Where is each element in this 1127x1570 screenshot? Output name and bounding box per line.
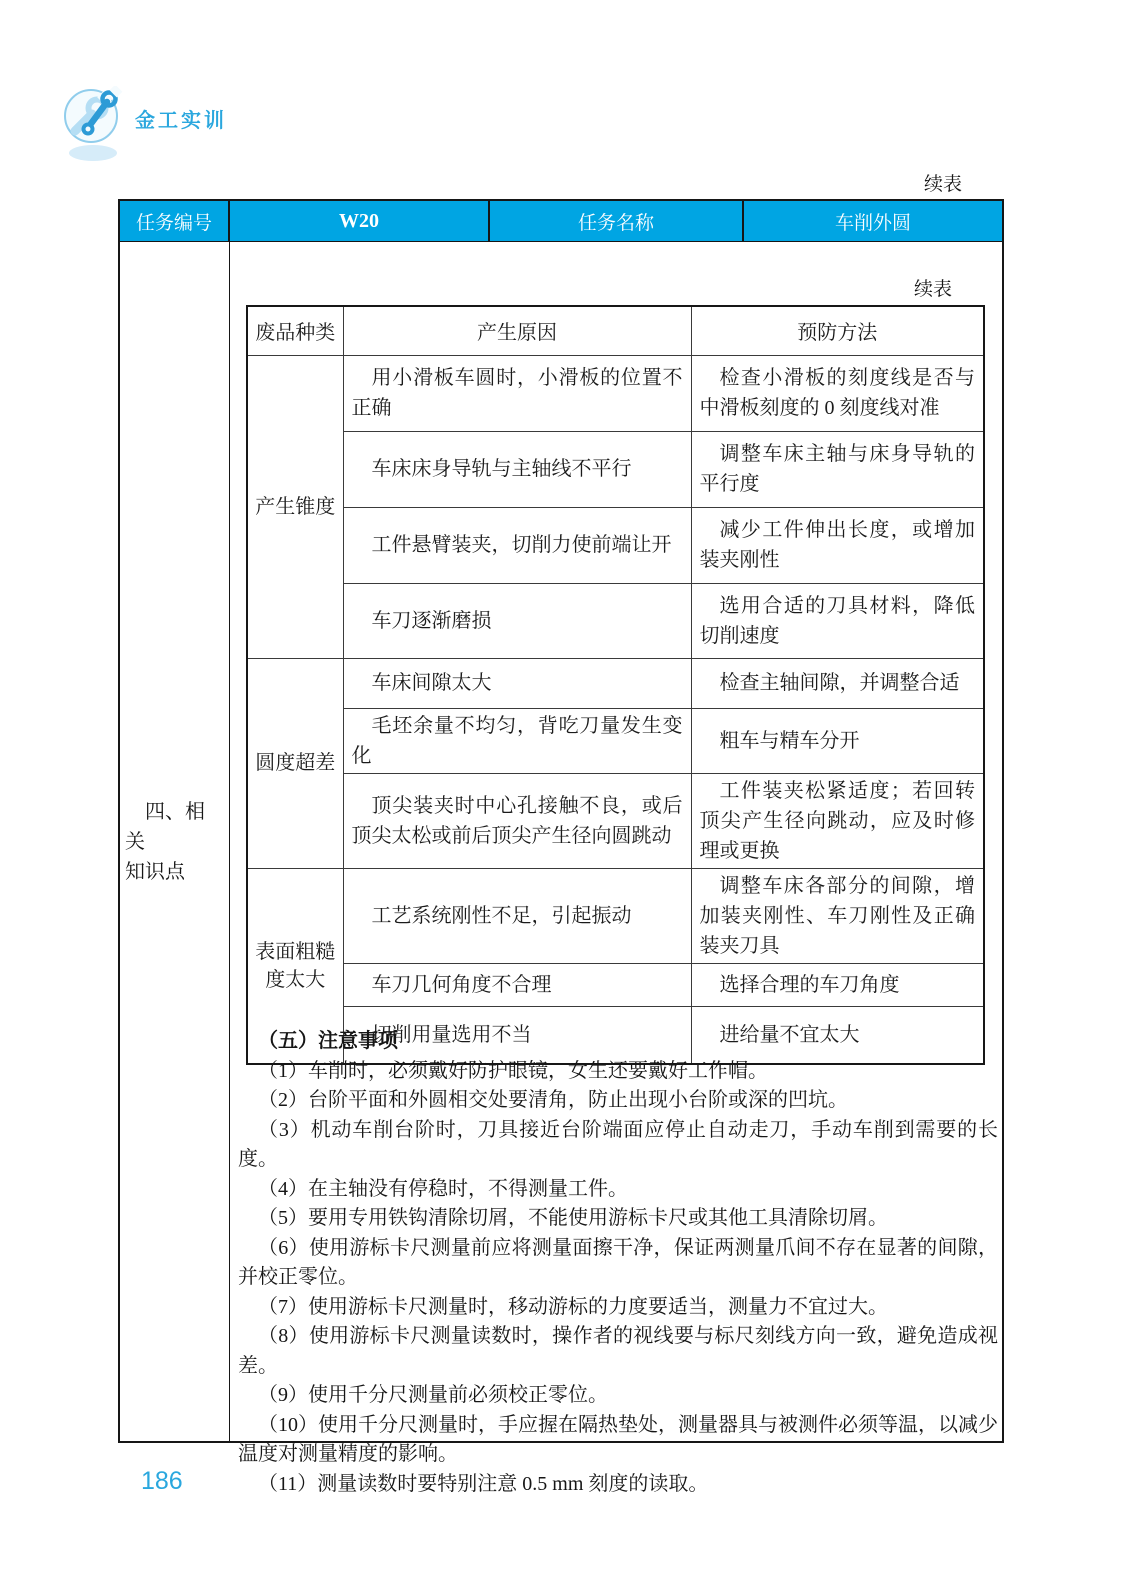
prevention-text: 调整车床主轴与床身导轨的平行度 (699, 443, 975, 495)
defect-type-cell: 产生锥度 (247, 355, 343, 658)
note-item: （8）使用游标卡尺测量读数时，操作者的视线要与标尺刻线方向一致，避免造成视差。 (238, 1325, 998, 1377)
defect-type-cell: 表面粗糙度太大 (247, 868, 343, 1064)
page-number: 186 (141, 1467, 183, 1495)
cause-text: 车刀逐渐磨损 (371, 609, 492, 632)
task-name-label: 任务名称 (490, 201, 744, 241)
prevention-text: 进给量不宜太大 (719, 1023, 860, 1046)
note-item: （5）要用专用铁钩清除切屑，不能使用游标卡尺或其他工具清除切屑。 (258, 1207, 888, 1229)
task-name-value: 车削外圆 (834, 212, 911, 234)
cause-text: 车床床身导轨与主轴线不平行 (371, 458, 632, 480)
knowledge-point-cell (120, 242, 230, 1441)
table-row (247, 507, 984, 583)
note-item: （6）使用游标卡尺测量前应将测量面擦干净，保证两测量爪间不存在显著的间隙，并校正零位。 (238, 1236, 998, 1288)
task-content-area (230, 242, 1002, 1495)
prevention-header: 预防方法 (691, 306, 984, 355)
continued-table-label-outer: 续表 (923, 174, 962, 195)
continued-table-label-inner: 续表 (913, 279, 952, 300)
cause-text: 车刀几何角度不合理 (371, 973, 552, 996)
cause-text: 车床间隙太大 (371, 672, 492, 694)
prevention-text: 减少工件伸出长度，或增加装夹刚性 (699, 519, 975, 571)
knowledge-point-line1: 四、相关 (125, 800, 205, 853)
note-item: （1）车削时，必须戴好防护眼镜，女生还要戴好工作帽。 (258, 1059, 768, 1082)
cause-text: 切削用量选用不当 (371, 1023, 532, 1046)
table-row (247, 868, 984, 963)
cause-text: 用小滑板车圆时，小滑板的位置不正确 (351, 367, 683, 419)
prevention-text: 选择合理的车刀角度 (719, 973, 900, 996)
prevention-text: 工件装夹松紧适度；若回转顶尖产生径向跳动，应及时修理或更换 (699, 779, 975, 862)
cause-text: 顶尖装夹时中心孔接触不良，或后顶尖太松或前后顶尖产生径向圆跳动 (351, 794, 683, 847)
prevention-text: 调整车床各部分的间隙，增加装夹刚性、车刀刚性及正确装夹刀具 (699, 874, 975, 957)
prevention-text: 粗车与精车分开 (719, 729, 860, 752)
knowledge-point-line2: 知识点 (125, 860, 185, 883)
defect-table (246, 305, 985, 1065)
cause-header: 产生原因 (343, 306, 691, 355)
defect-type-header: 废品种类 (247, 306, 343, 355)
task-no-value: W20 (230, 201, 490, 241)
task-table-header (120, 201, 1002, 242)
prevention-text: 选用合适的刀具材料，降低切削速度 (699, 594, 975, 647)
task-no-label: 任务编号 (120, 201, 230, 241)
table-row (247, 773, 984, 868)
note-item: （11）测量读数时要特别注意 0.5 mm 刻度的读取。 (258, 1472, 709, 1495)
note-item: （9）使用千分尺测量前必须校正零位。 (258, 1384, 608, 1406)
table-row (247, 658, 984, 708)
note-item: （7）使用游标卡尺测量时，移动游标的力度要适当，测量力不宜过大。 (258, 1295, 888, 1318)
note-item: （4）在主轴没有停稳时，不得测量工件。 (258, 1177, 628, 1200)
notes-section (238, 1027, 998, 1499)
notes-heading: （五）注意事项 (258, 1030, 398, 1052)
table-row (247, 963, 984, 1006)
cause-text: 工艺系统刚性不足，引起振动 (371, 904, 632, 927)
note-item: （2）台阶平面和外圆相交处要清角，防止出现小台阶或深的凹坑。 (258, 1089, 848, 1111)
defect-type-cell: 圆度超差 (247, 658, 343, 868)
table-row (247, 431, 984, 507)
defect-table-header-row (247, 306, 984, 355)
table-row (247, 355, 984, 431)
prevention-text: 检查小滑板的刻度线是否与中滑板刻度的 0 刻度线对准 (699, 367, 975, 419)
table-row (247, 583, 984, 658)
table-row (247, 708, 984, 773)
prevention-text: 检查主轴间隙，并调整合适 (719, 672, 960, 694)
brand-title: 金工实训 (135, 110, 227, 132)
wrench-logo-icon (63, 86, 123, 164)
note-item: （10）使用千分尺测量时，手应握在隔热垫处，测量器具与被测件必须等温，以减少温度对测量精度的影响。 (238, 1413, 998, 1465)
brand-logo (63, 86, 227, 164)
note-item: （3）机动车削台阶时，刀具接近台阶端面应停止自动走刀，手动车削到需要的长度。 (238, 1118, 998, 1170)
cause-text: 工件悬臂装夹，切削力使前端让开 (371, 534, 672, 556)
cause-text: 毛坯余量不均匀，背吃刀量发生变化 (351, 714, 683, 767)
